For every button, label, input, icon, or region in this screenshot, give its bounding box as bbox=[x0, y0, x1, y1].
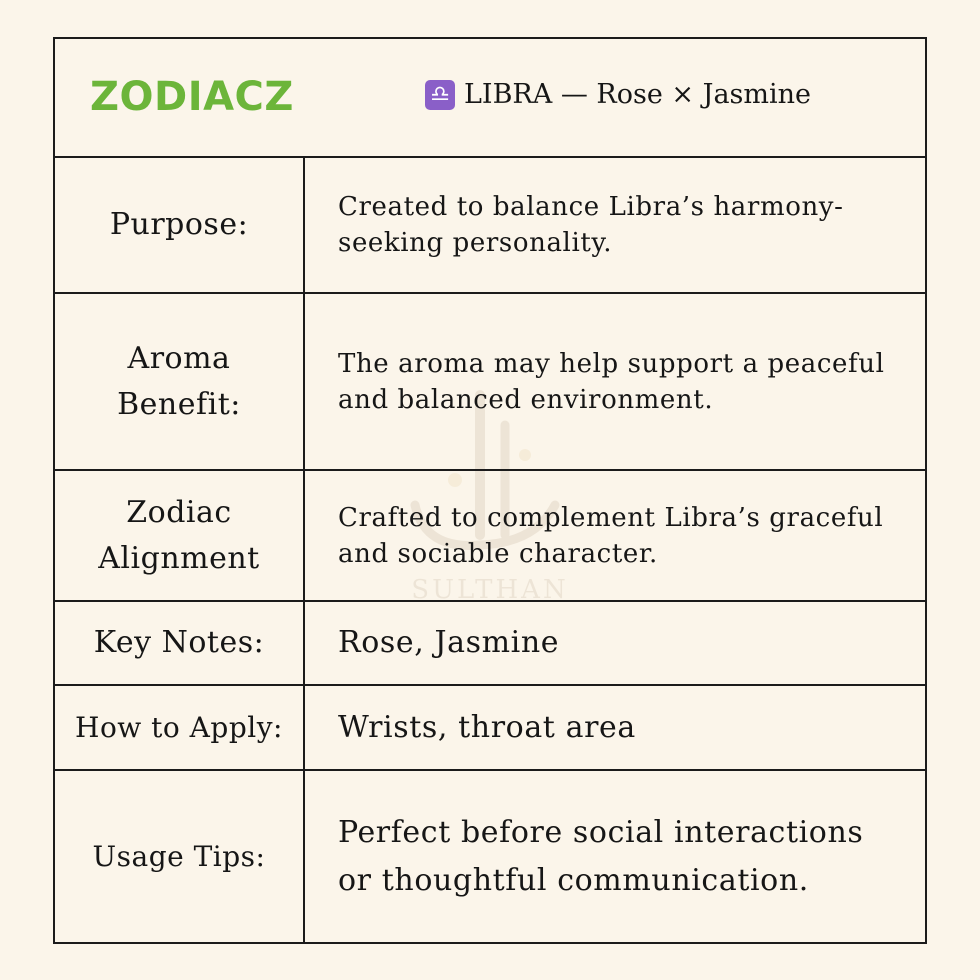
row-value-cell bbox=[305, 158, 925, 292]
row-value: Perfect before social interactions or thoughtful communication. bbox=[338, 814, 864, 898]
row-label: Zodiac Alignment bbox=[98, 494, 260, 576]
brand-logo: ZODIACZ bbox=[90, 74, 294, 120]
product-title-text: LIBRA — Rose × Jasmine bbox=[464, 79, 812, 110]
product-info-card bbox=[53, 37, 927, 944]
row-value-cell bbox=[305, 771, 925, 942]
product-title bbox=[425, 75, 811, 115]
row-zodiac-alignment bbox=[55, 471, 925, 602]
row-label-cell bbox=[55, 771, 305, 942]
row-label-cell bbox=[55, 686, 305, 769]
row-value: Rose, Jasmine bbox=[338, 625, 560, 660]
row-label-cell bbox=[55, 471, 305, 600]
row-label-cell bbox=[55, 294, 305, 469]
row-value-cell bbox=[305, 602, 925, 684]
row-value: Created to balance Libra’s harmony-seeking personality. bbox=[338, 192, 844, 258]
row-value-cell bbox=[305, 294, 925, 469]
row-value-cell bbox=[305, 471, 925, 600]
row-value-cell bbox=[305, 686, 925, 769]
row-value: The aroma may help support a peaceful and balanced environment. bbox=[338, 348, 885, 415]
watermark-text: SULTHAN bbox=[411, 575, 569, 605]
row-how-to-apply bbox=[55, 686, 925, 771]
row-label: How to Apply: bbox=[75, 710, 283, 744]
libra-icon: ♎ bbox=[425, 80, 455, 110]
row-value: Crafted to complement Libra’s graceful and sociable character. bbox=[338, 502, 884, 569]
row-label: Key Notes: bbox=[93, 625, 265, 660]
row-key-notes bbox=[55, 602, 925, 686]
row-label: Purpose: bbox=[109, 207, 249, 242]
row-value: Wrists, throat area bbox=[338, 709, 636, 745]
row-label-cell bbox=[55, 158, 305, 292]
row-purpose bbox=[55, 158, 925, 294]
card-header bbox=[55, 39, 925, 158]
row-label: Usage Tips: bbox=[92, 839, 266, 873]
row-label-cell bbox=[55, 602, 305, 684]
row-aroma-benefit bbox=[55, 294, 925, 471]
row-usage-tips bbox=[55, 771, 925, 942]
row-label: Aroma Benefit: bbox=[117, 340, 241, 422]
